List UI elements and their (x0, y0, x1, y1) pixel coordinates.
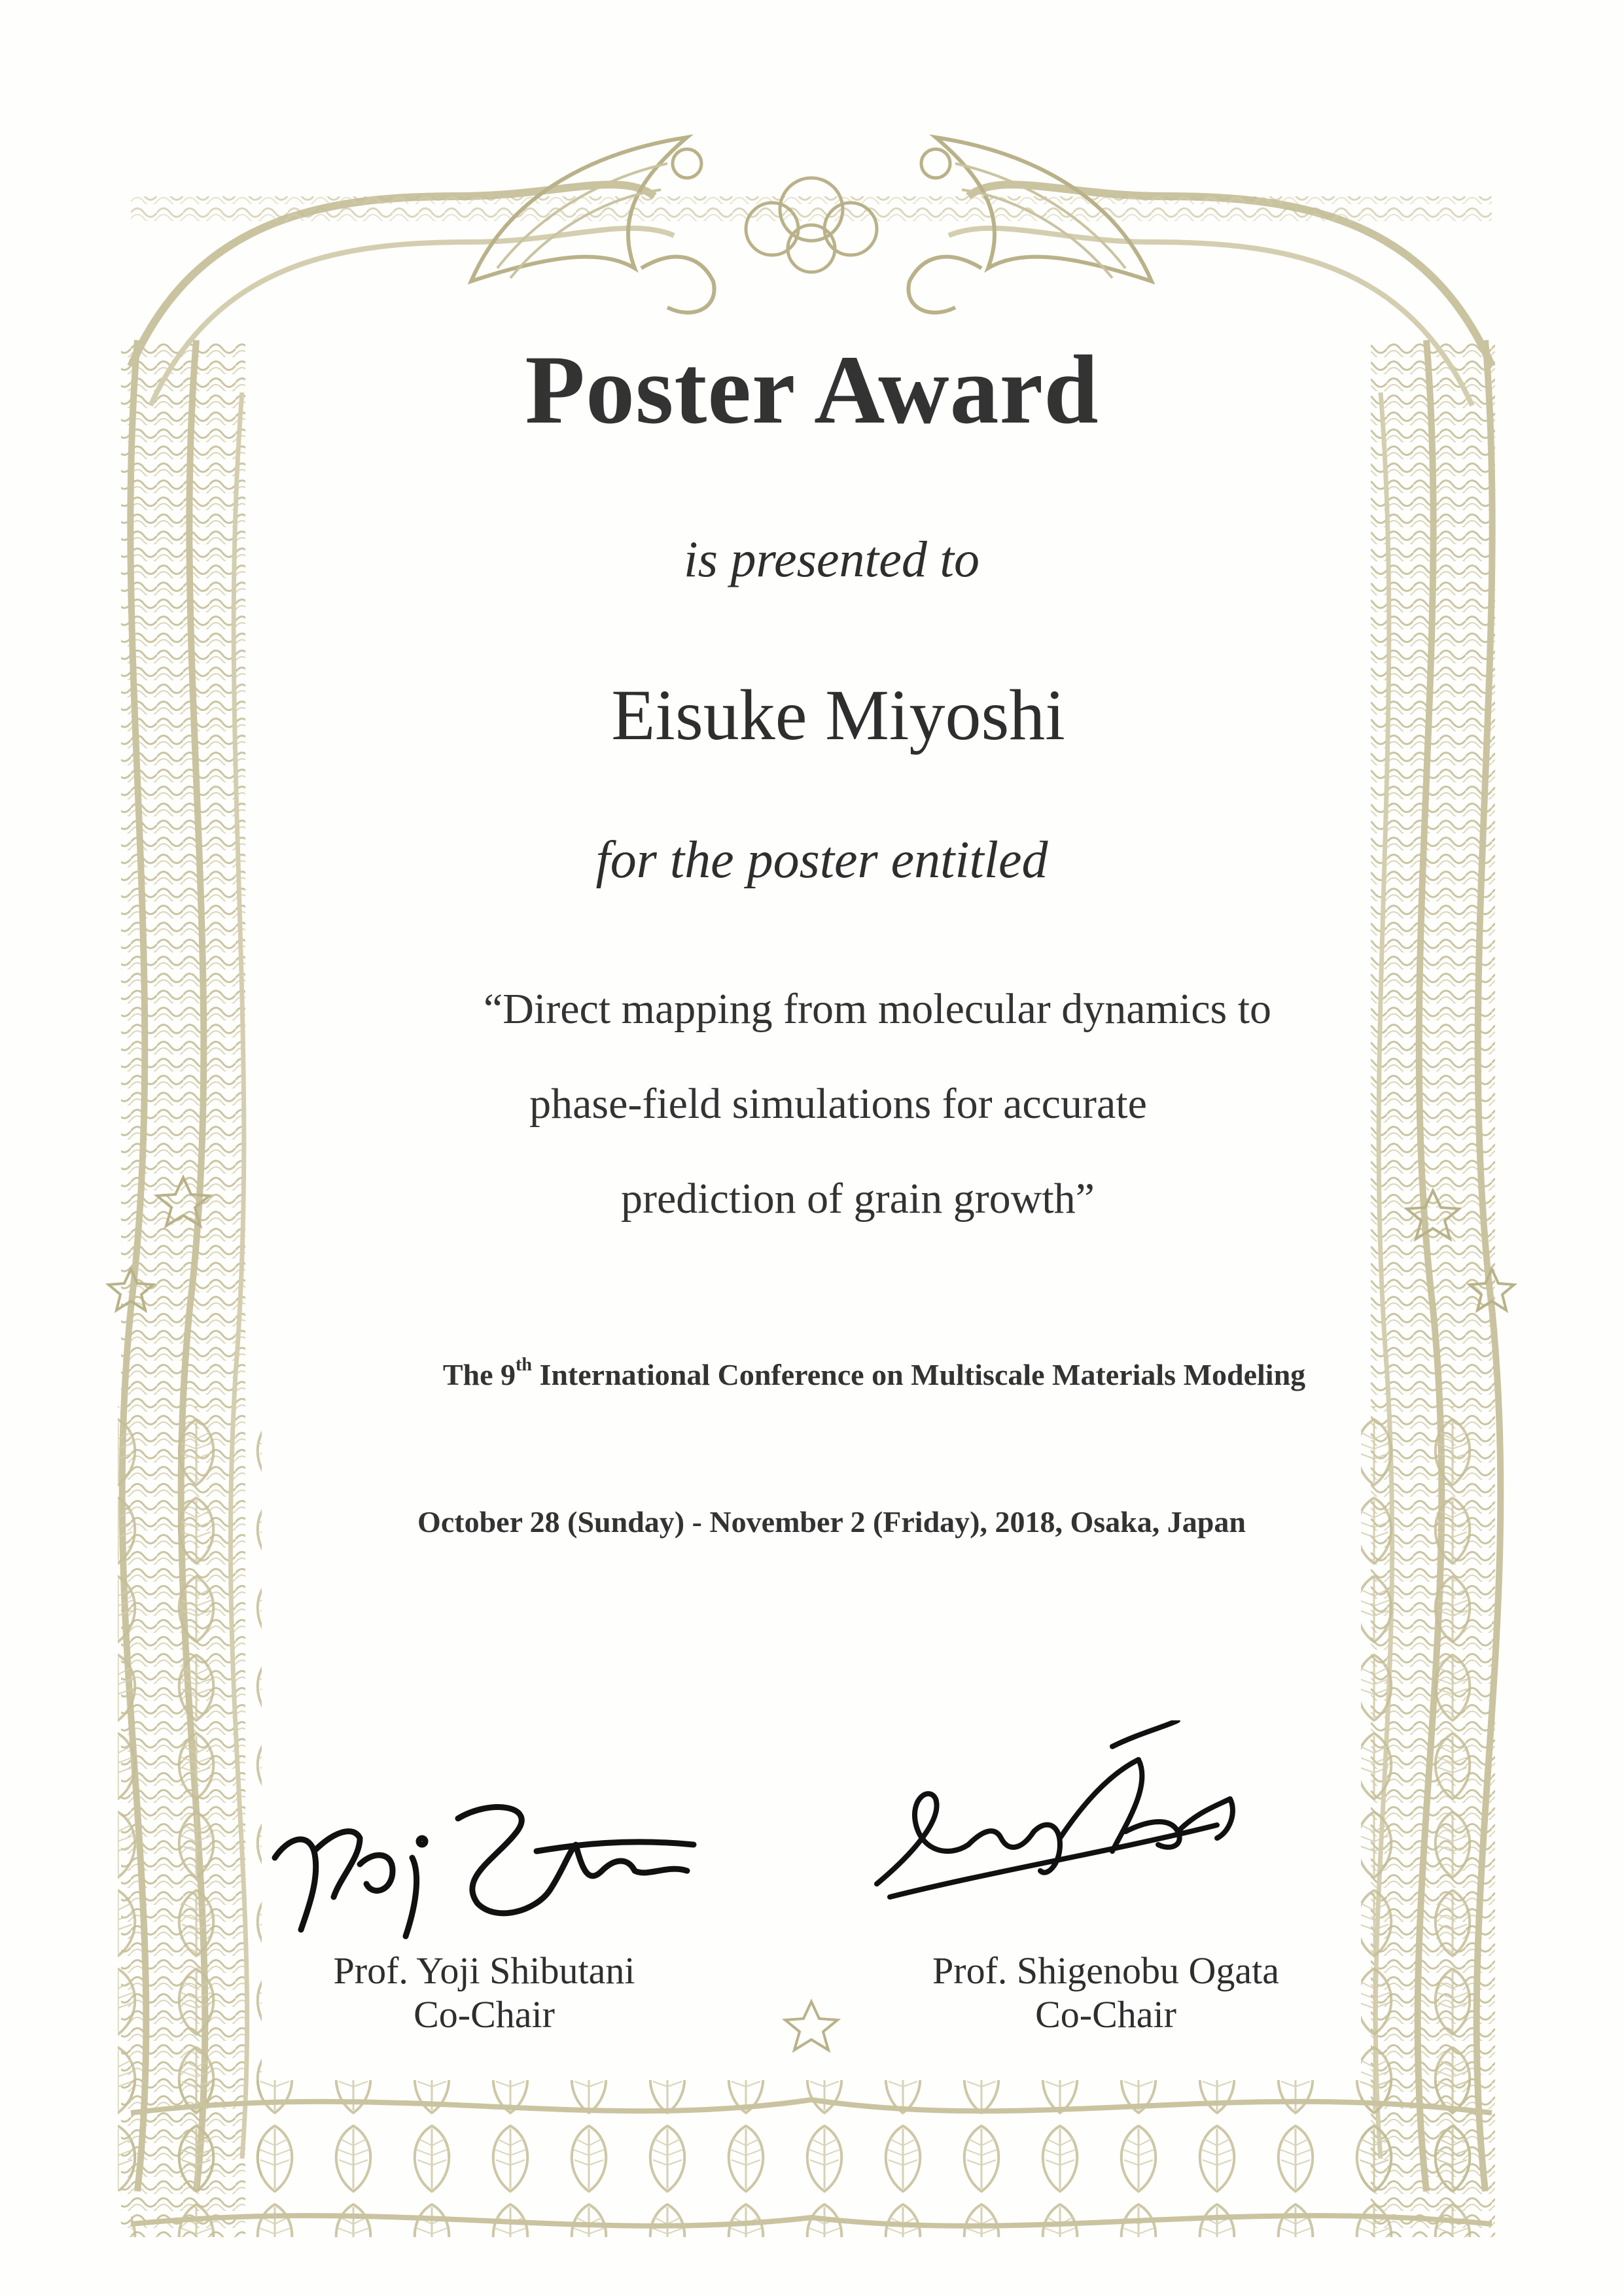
conference-ordinal-suffix: th (516, 1355, 532, 1375)
presented-to-line: is presented to (683, 531, 980, 587)
conference-rest: International Conference on Multiscale Materials Modeling (531, 1358, 1306, 1391)
phoenix-ornament-left (471, 137, 715, 313)
cloud-ornament (746, 178, 877, 272)
signature-left (262, 1779, 707, 1949)
bottom-border-band (131, 2080, 1492, 2237)
recipient-name: Eisuke Miyoshi (611, 675, 1065, 755)
left-border-band (118, 340, 262, 2237)
conference-dates: October 28 (Sunday) - November 2 (Friday), 2018, Osaka, Japan (417, 1505, 1246, 1539)
poster-title-line-2: phase-field simulations for accurate (529, 1080, 1147, 1128)
signature-right (864, 1720, 1256, 1917)
signer-right (896, 1949, 1315, 2036)
award-title: Poster Award (525, 336, 1099, 444)
phoenix-ornament-right (908, 137, 1152, 313)
poster-title-line-3: prediction of grain growth” (621, 1175, 1095, 1223)
signer-left-name: Prof. Yoji Shibutani (333, 1949, 635, 1992)
poster-title-line-1: “Direct mapping from molecular dynamics to (483, 985, 1272, 1033)
signer-left-role: Co-Chair (414, 1992, 555, 2036)
for-poster-line: for the poster entitled (595, 831, 1048, 889)
conference-prefix: The 9 (442, 1358, 516, 1391)
signer-right-name: Prof. Shigenobu Ogata (932, 1949, 1279, 1992)
signer-left (308, 1949, 661, 2036)
right-border-band (1361, 340, 1505, 2237)
signer-right-role: Co-Chair (1035, 1992, 1176, 2036)
conference-name (0, 1357, 1624, 1392)
